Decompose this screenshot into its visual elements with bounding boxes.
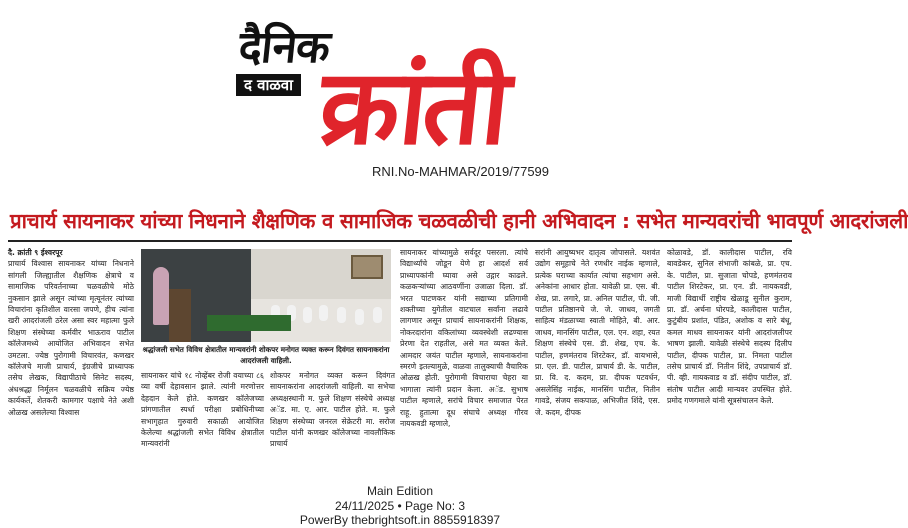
photo-table [207, 315, 291, 331]
article-text-col5: कोळावडे, डॉ. कालीदास पाटील, रवि बावडेकर, सुनिल संभाजी कांबळे, प्रा. एच. के. पाटील, प्रा. सुजाता चोपडे, हणमंतराव पाटील शिरटेकर, प्रा. एन. डी. नायकवडी, माजी विद्यार्थी राष्ट्रीय खेळाडू सुनील कुराम, प्रा. डॉ. अर्चना घोरपडे, कालीदास पाटील, कुटुंबीय प्रशांत, पंडित, अशोक व सारे बंधू, कमल माधव सायनाकर यांनी आदरांजलीपर भाषण झाली. यावेळी संस्थेचे सदस्य दिलीप पाटील, दीपक पाटील, प्रा. निमता पाटील तसेच प्राचार्य डॉ. नितीन शिंदे, उपप्राचार्य डॉ. पी. व्ही. गायकवाड व डॉ. संदीप पाटील, डॉ. संतोष पाटील आदी मान्यवर उपस्थित होते. प्रमोद गणगमाले यांनी सूत्रसंचालन केले. [667, 248, 792, 406]
article-column-2 [141, 370, 264, 466]
article-column-4 [535, 247, 660, 465]
article-text-col4: सरांनी आयुष्यभर दातृत्व जोपासले. यशवंत उद्योग समूहाचे नेते रणधीर नाईक म्हणाले, प्रत्येक घराच्या कार्यात त्यांचा सहभाग असे. अनेकांना आधार होता. यावेळी प्रा. एस. बी. शेख, प्रा. लगारे, प्रा. अनिल पाटील, पी. जी. पाटील प्रतिष्ठानचे जे. जे. जाधव, जगती साहित्य मंडळाच्या स्वाती मोहिते, बी. आर. जाधव, मानसिंग पाटील, एल. एन. शहा, रयत शिक्षण संस्थेचे एस. डी. शेख, एच. के. पाटील, हणमंतराव शिरटेकर, डॉ. वायभासे, प्रा. एल. डी. पाटील, प्राचार्य डी. के. पाटील, प्रा. वि. द. कदम, प्रा. दीपक पटवर्धन, असलेसिंह नाईक, मानसिंग पाटील, नितीन गावडे, संजय सकपाळ, अभिजीत शिंदे, एस. जे. कदम, दीपक [535, 248, 660, 417]
masthead-title-top: दैनिक [236, 22, 332, 73]
article-text-col3: सायनाकर यांच्यामुळे सर्वदूर पसरला. त्यांचे विद्यार्थ्यांचे जोडून येणे हा आदर्श सर्व प्राध्यापकांनी घ्यावा असे उद्गार काढले. कळकऱ्यांच्या आठवणींना उजाळा दिला. डॉ. भरत पाटणकर यांनी सद्याच्या प्रतिगामी शक्तीच्या युगेतील वाटचाल सर्वांना लढावे लागणार असून प्राचार्य सायनाकरांनी शिक्षक, नोकरदारांना वकिलांच्या व्यवस्थेशी लढण्यास प्रेरणा देत राहतील, असे मत व्यक्त केले. आमदार जयंत पाटील म्हणाले, सायनाकरांना स्मरणे इतल्यामुळे, वाळवा तालुक्याची वैचारिक ओळख होती. पुरोगामी विचाराचा चेहरा या भागाला त्यांनी प्रदान केला. अॅड. सुभाष पाटील म्हणाले, सरांचे विचार समाजात पेरत राहू. हुतात्मा दूध संघाचे अध्यक्ष गौरव नायकवडी म्हणाले, [400, 248, 528, 429]
headline-divider [8, 240, 792, 242]
article-text-col1: प्राचार्य विश्वास सायनाकर यांच्या निधनाने सांगली जिल्ह्यातील शैक्षणिक क्षेत्राचे व सामाजिक परिवर्तनाच्या चळवळीचे मोठे नुकसान झाले असून त्यांच्या मृत्यूनंतर त्यांच्या विचारांना कृतिशील वारसा जपणे, हीच त्यांना खरी आदरांजली ठरेल असा स्वर महात्मा फुले शिक्षण संस्थेच्या कर्मवीर भाऊराव पाटील कॉलेजमध्ये आयोजित अभिवादन सभेत उमटला. ज्येष्ठ पुरोगामी विचारवंत, कणखर कॉलेजचे माजी प्राचार्य, इंग्रजीचे प्राध्यापक तसेच लेखक, विद्यापीठाचे सिनेट सदस्य, अंधश्रद्धा निर्मूलन चळवळीचे सक्रिय ज्येष्ठ कार्यकर्ते, शेतकरी कामगार पक्षाचे नेते अशी ओळख असलेल्या विश्वास [8, 259, 134, 417]
article-text-col2: सायनाकर यांचे १८ नोव्हेंबर रोजी वयाच्या ८६ व्या वर्षी देहावसान झाले. त्यांनी मरणोत्तर देहदान केले होते. कणखर कॉलेजच्या प्रांगणातील स्पर्धा परीक्षा प्रबोधिनीच्या सभागृहात गुरुवारी सकाळी आयोजित केलेल्या श्रद्धांजली सभेत विविध क्षेत्रातील मान्यवरांनी [141, 371, 264, 449]
footer-date-page: 24/11/2025 • Page No: 3 [334, 498, 466, 513]
article-dateline: दै. क्रांती ९ ईश्वरपूर [8, 248, 63, 257]
article-headline: प्राचार्य सायनाकर यांच्या निधनाने शैक्षणिक व सामाजिक चळवळीची हानी अभिवादन : सभेत मान्यवरांची भावपूर्ण आदरांजली [10, 209, 908, 233]
page-footer [0, 484, 800, 528]
article-column-5 [667, 247, 792, 465]
masthead [0, 0, 800, 200]
event-photo [141, 249, 391, 342]
photo-speaker [153, 267, 169, 325]
article-column-1 [8, 247, 134, 465]
photo-caption: श्रद्धांजली सभेत विविध क्षेत्रातील मान्यवरांनी शोकपर मनोगत व्यक्त करून दिवंगत सायनाकरांना आदरांजली वाहिली. [142, 345, 390, 365]
photo-podium [169, 289, 191, 342]
masthead-title-main: क्रांती [314, 46, 512, 168]
article-column-3 [270, 370, 395, 466]
rni-number: RNI.No-MAHMAR/2019/77599 [372, 164, 550, 179]
footer-powered-by: PowerBy thebrightsoft.in 8855918397 [299, 513, 501, 527]
article-column-3-top [400, 247, 528, 465]
footer-edition: Main Edition [366, 484, 434, 498]
masthead-title-badge: द वाळवा [236, 74, 301, 96]
photo-portrait-frame [351, 255, 383, 279]
article-text-col3-bottom: शोकपर मनोगत व्यक्त करून दिवंगत सायनाकरांना आदरांजली वाहिली. या सभेचा अध्यक्षस्थानी म. फुले शिक्षण संस्थेचे अध्यक्ष अॅड. मा. ए. आर. पाटील होते. म. फुले शिक्षण संस्थेच्या जनरल सेक्रेटरी मा. सरोज पाटील यांनी कणखर कॉलेजच्या नावलौकिक प्राचार्य [270, 371, 395, 449]
